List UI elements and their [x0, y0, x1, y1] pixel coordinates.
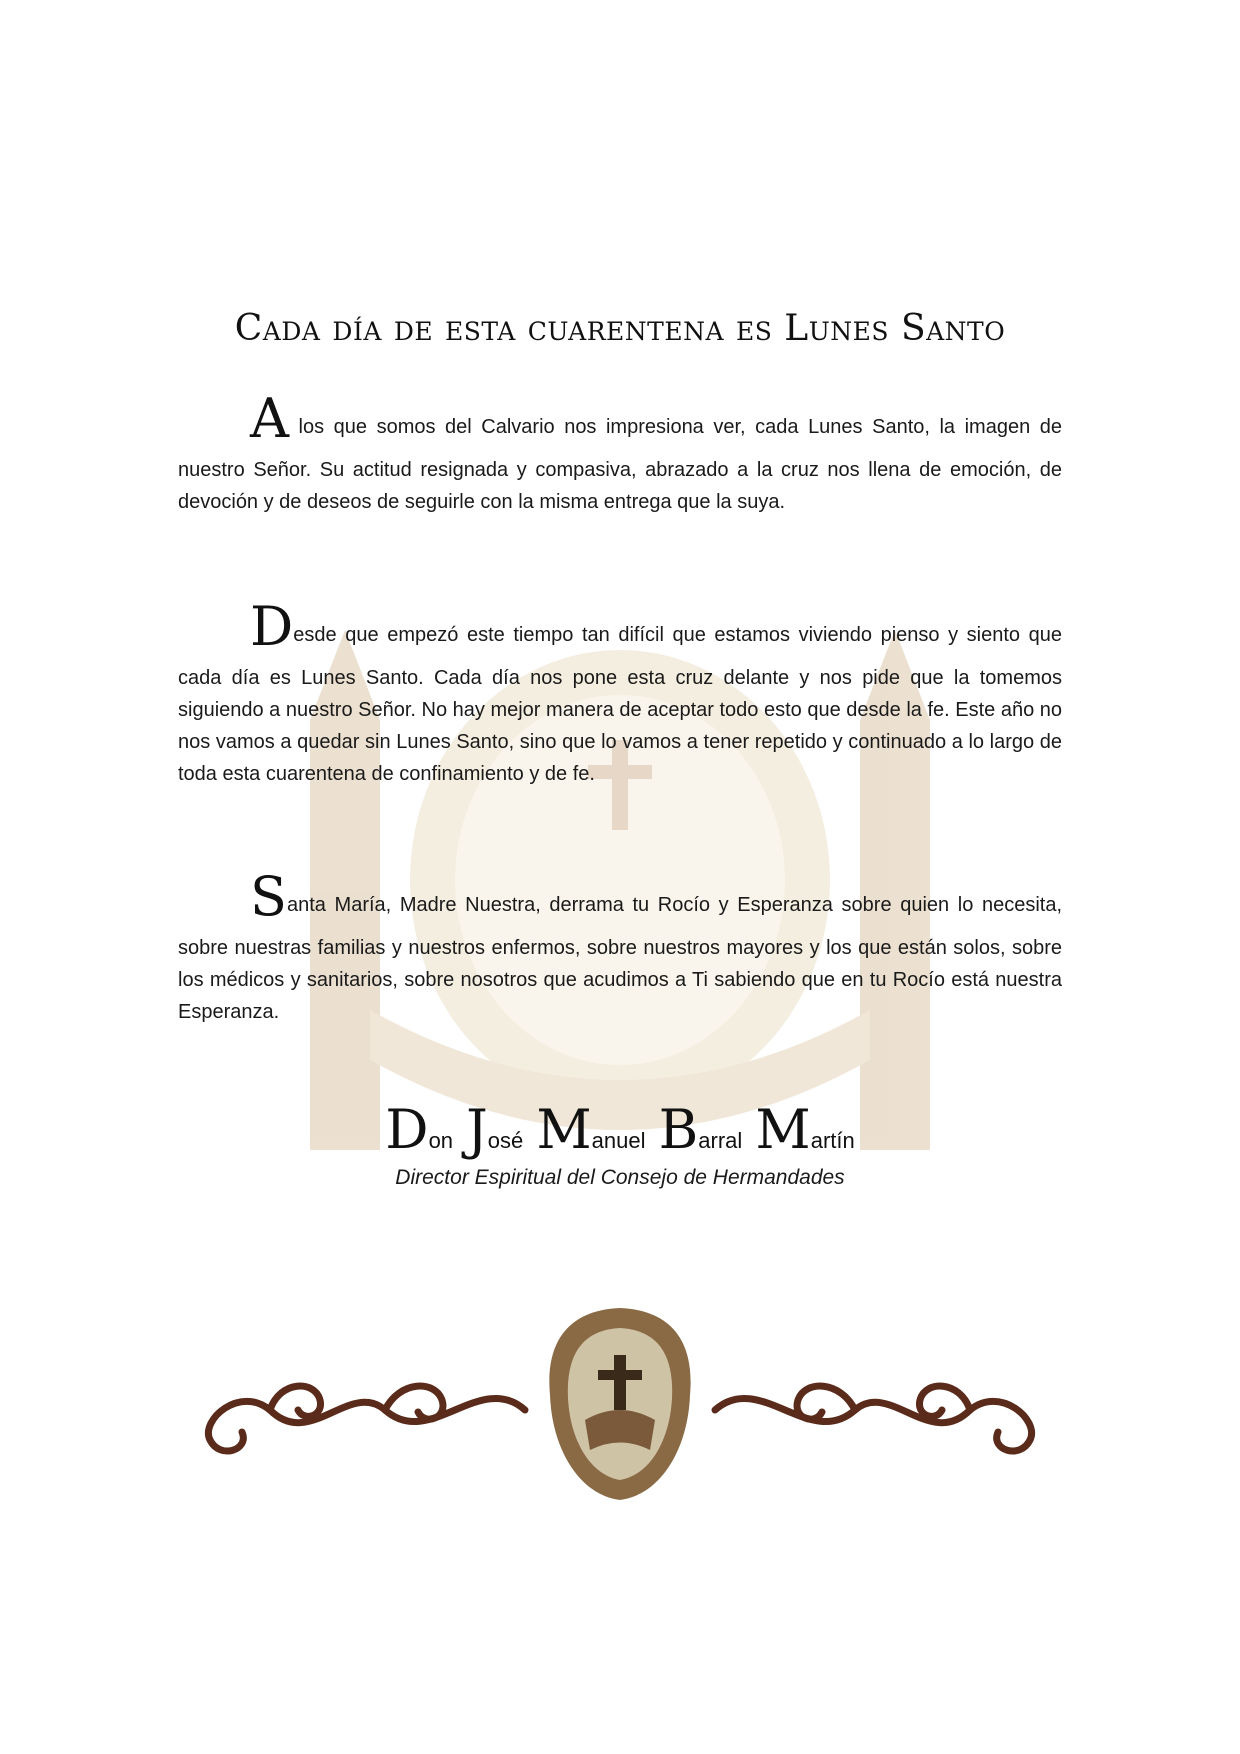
paragraph-3 [178, 865, 1062, 1028]
paragraph-2-first-line [178, 595, 1062, 662]
first-line-text: anta María, Madre Nuestra, derrama tu Rocío y Esperanza sobre quien lo necesita, [287, 894, 1062, 916]
signature-rest: artín [810, 1128, 855, 1153]
paragraph-2 [178, 595, 1062, 790]
signature-word [466, 1098, 523, 1161]
signature-cap: J [466, 1098, 488, 1161]
signature-cap: M [755, 1098, 811, 1161]
right-scroll-icon [715, 1386, 1032, 1451]
signature-cap: B [658, 1098, 699, 1161]
signature-rest: on [428, 1128, 454, 1153]
page-title: Cada día de esta cuarentena es Lunes Santo [234, 308, 1006, 349]
signature-word [659, 1098, 743, 1161]
paragraph-1-first-line [178, 387, 1062, 454]
drop-cap: S [250, 865, 287, 928]
signature-rest: arral [698, 1128, 743, 1153]
paragraph-1-body: nuestro Señor. Su actitud resignada y compasiva, abrazado a la cruz nos llena de emoción, de devoción y de deseos de seguirle con la misma entrega que la suya. [178, 459, 1062, 513]
drop-cap: D [250, 595, 294, 658]
left-scroll-icon [208, 1386, 525, 1451]
signature-cap: M [536, 1098, 592, 1161]
signature-word [385, 1098, 453, 1161]
first-line-text: los que somos del Calvario nos impresiona ver, cada Lunes Santo, la imagen de [289, 416, 1062, 438]
signature-cap: D [385, 1098, 429, 1161]
paragraph-2-body: cada día es Lunes Santo. Cada día nos pone esta cruz delante y nos pide que la tomemos siguiendo a nuestro Señor. No hay mejor manera de aceptar todo esto que desde la fe. Este año no nos vamos a quedar sin Lunes Santo, sino que lo vamos a tener repetido y continuado a lo largo de toda esta cuarentena de confinamiento y de fe. [178, 667, 1062, 785]
signature-rest: anuel [591, 1128, 646, 1153]
paragraph-3-first-line [178, 865, 1062, 932]
paragraph-3-body: sobre nuestras familias y nuestros enfermos, sobre nuestros mayores y los que están solos, sobre los médicos y sanitarios, sobre nosotros que acudimos a Ti sabiendo que en tu Rocío está nuestra Esperanza. [178, 937, 1062, 1023]
crest-icon [549, 1308, 690, 1500]
signature-role: Director Espiritual del Consejo de Hermandades [395, 1166, 845, 1189]
paragraph-1 [178, 387, 1062, 518]
signature-name [0, 1098, 1240, 1161]
first-line-text: esde que empezó este tiempo tan difícil que estamos viviendo pienso y siento que [293, 624, 1062, 646]
signature-word [755, 1098, 854, 1161]
signature-rest: osé [487, 1128, 524, 1153]
drop-cap: A [250, 387, 289, 450]
footer-ornament [180, 1300, 1060, 1510]
signature-word [536, 1098, 645, 1161]
